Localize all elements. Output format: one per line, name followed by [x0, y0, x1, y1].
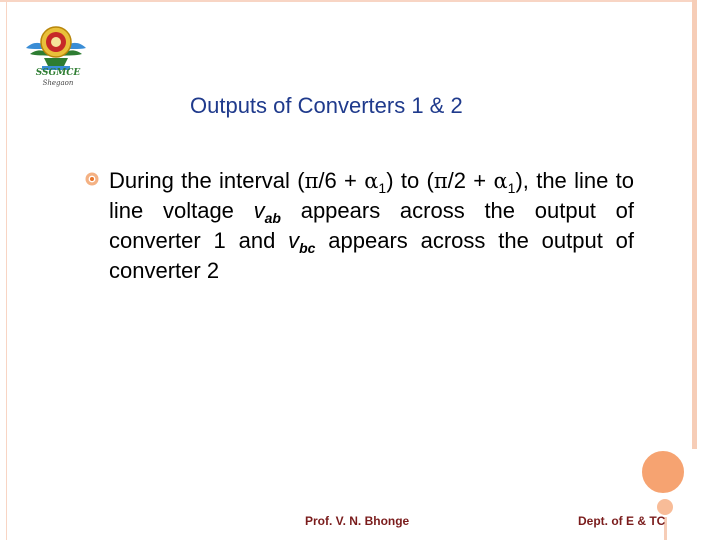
voltage-variable [288, 228, 316, 256]
pi-symbol: π [433, 169, 448, 193]
text-segment: appears across the output of converter 1 and [109, 198, 634, 253]
voltage-variable [253, 198, 281, 226]
text-segment: /2 + [447, 168, 494, 193]
logo-place: Shegaon [42, 79, 74, 87]
subscript: 1 [507, 180, 516, 196]
slide-title: Outputs of Converters 1 & 2 [190, 93, 463, 118]
text-segment: /6 + [318, 168, 365, 193]
text-segment: During the interval ( [109, 168, 305, 193]
frame-right-rail [692, 0, 697, 449]
text-segment: ) to ( [386, 168, 434, 193]
footer-author: Prof. V. N. Bhonge [305, 514, 410, 528]
variable-subscript: bc [299, 240, 316, 256]
text-segment: ), the line to line voltage [109, 168, 635, 223]
decor-circle-large [640, 449, 686, 495]
bullet-text [109, 166, 634, 286]
subscript: 1 [378, 180, 387, 196]
variable-letter: v [253, 198, 265, 223]
footer-department: Dept. of E & TC [578, 514, 666, 528]
variable-subscript: ab [264, 210, 281, 226]
sun-bullet-icon [85, 172, 99, 186]
variable-letter: v [288, 228, 300, 253]
pi-symbol: π [304, 169, 319, 193]
frame-left-line [6, 0, 7, 540]
alpha-symbol: α [364, 169, 379, 193]
frame-top-line [0, 0, 692, 2]
alpha-symbol: α [493, 169, 508, 193]
text-segment: appears across the output of converter 2 [109, 228, 634, 283]
logo-name: SSGMCE [35, 68, 81, 78]
